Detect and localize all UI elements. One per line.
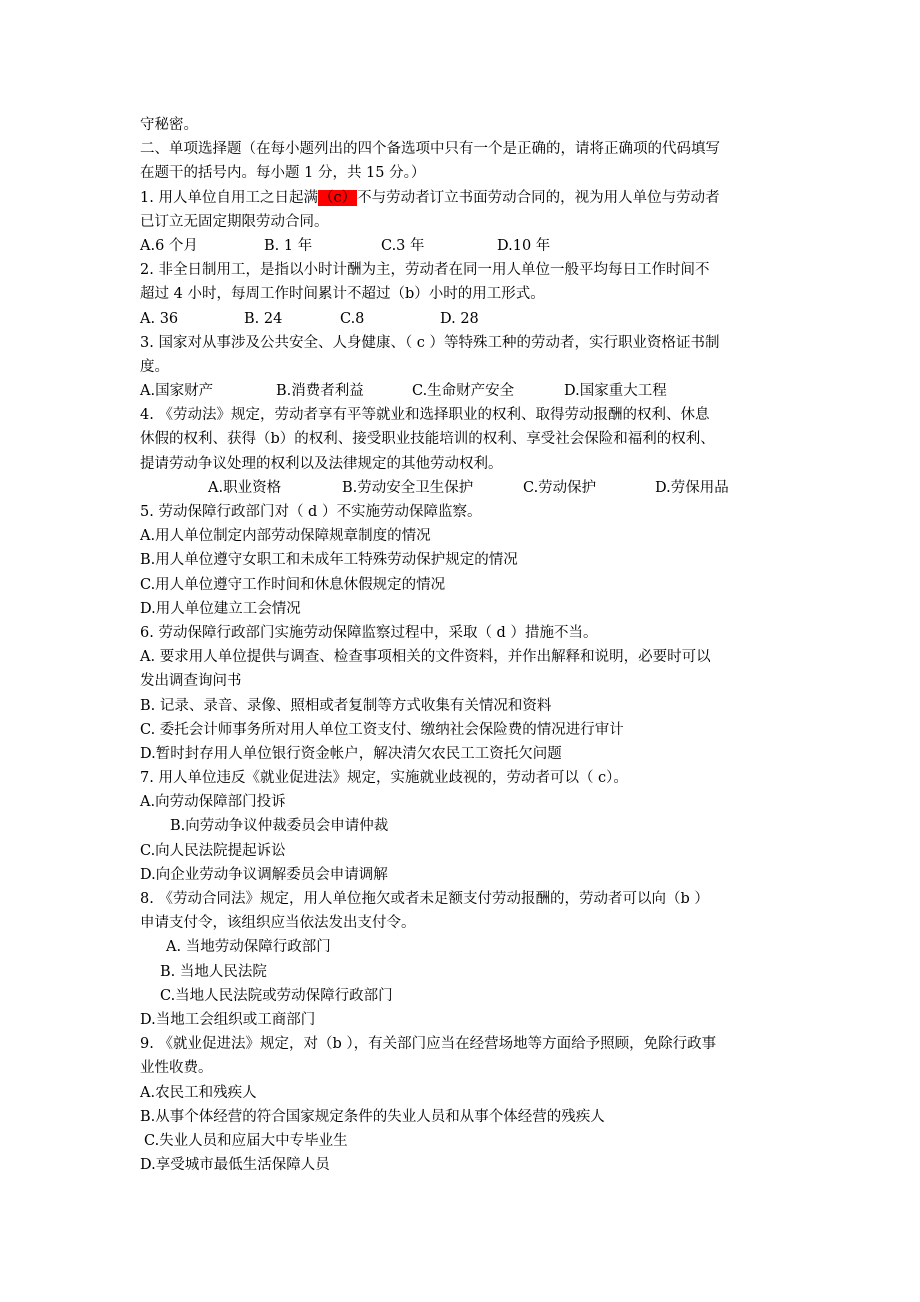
question-2-stem: 2. 非全日制用工，是指以小时计酬为主，劳动者在同一用人单位一般平均每日工作时间不 [140,262,710,279]
option-a: A.职业资格 [208,479,282,496]
option-a: A.农民工和残疾人 [140,1084,257,1101]
option-a: A.用人单位制定内部劳动保障规章制度的情况 [140,528,431,545]
option-a: A. 要求用人单位提供与调查、检查事项相关的文件资料，并作出解释和说明，必要时可以 [140,649,711,666]
section-heading-line2: 在题干的括号内。每小题 1 分，共 15 分。） [140,165,426,182]
question-7-stem: 7. 用人单位违反《就业促进法》规定，实施就业歧视的，劳动者可以（ c）。 [140,770,628,787]
option-b: B.消费者利益 [276,383,364,400]
document-body [140,113,790,1177]
option-b: B.向劳动争议仲裁委员会申请仲裁 [170,818,389,835]
option-d: D.当地工会组织或工商部门 [140,1011,316,1028]
option-d: D.暂时封存用人单位银行资金帐户，解决清欠农民工工资托欠问题 [140,745,562,762]
option-a: A.国家财产 [140,383,214,400]
option-b: B.劳动安全卫生保护 [342,479,474,496]
option-a-line2: 发出调查询问书 [140,673,242,690]
option-c: C.当地人民法院或劳动保障行政部门 [160,987,393,1004]
question-1-post: 不与劳动者订立书面劳动合同的，视为用人单位与劳动者 [357,189,720,206]
section-heading-line1: 二、单项选择题（在每小题列出的四个备选项中只有一个是正确的，请将正确项的代码填写 [140,141,720,158]
option-d: D. 28 [440,310,479,327]
option-b: B.用人单位遵守女职工和未成年工特殊劳动保护规定的情况 [140,552,518,569]
option-a: A. 36 [140,310,179,327]
option-c: C.劳动保护 [523,479,597,496]
option-c: C. 委托会计师事务所对用人单位工资支付、缴纳社会保险费的情况进行审计 [140,721,624,738]
question-4-stem-line2: 休假的权利、获得（b）的权利、接受职业技能培训的权利、享受社会保险和福利的权利、 [140,431,715,448]
option-c: C.生命财产安全 [412,383,515,400]
question-3-stem-line2: 度。 [140,358,169,375]
question-6-stem: 6. 劳动保障行政部门实施劳动保障监察过程中，采取（ d ）措施不当。 [140,624,598,641]
option-d: D.享受城市最低生活保障人员 [140,1157,330,1174]
option-a: A.向劳动保障部门投诉 [140,794,286,811]
question-9-stem-line2: 业性收费。 [140,1060,213,1077]
option-b: B. 24 [244,310,283,327]
question-4-stem-line3: 提请劳动争议处理的权利以及法律规定的其他劳动权利。 [140,455,503,472]
option-b: B.从事个体经营的符合国家规定条件的失业人员和从事个体经营的残疾人 [140,1108,605,1125]
option-d: D.10 年 [497,237,551,254]
question-1-stem [140,186,790,210]
question-8-stem-line2: 申请支付令，该组织应当依法发出支付令。 [140,915,416,932]
intro-tail: 守秘密。 [140,117,198,133]
answer-highlight: （c） [318,189,357,206]
option-d: D.向企业劳动争议调解委员会申请调解 [140,866,388,883]
question-2-options [140,307,790,331]
question-2-stem-line2: 超过 4 小时，每周工作时间累计不超过（b）小时的用工形式。 [140,286,545,303]
question-1-options [140,234,790,258]
option-b: B. 记录、录音、录像、照相或者复制等方式收集有关情况和资料 [140,697,552,714]
option-c: C.失业人员和应届大中专毕业生 [144,1132,348,1149]
option-c: C.用人单位遵守工作时间和休息休假规定的情况 [140,576,446,593]
option-c: C.向人民法院提起诉讼 [140,842,286,859]
question-4-stem: 4. 《劳动法》规定，劳动者享有平等就业和选择职业的权利、取得劳动报酬的权利、休息 [140,407,710,424]
option-d: D.国家重大工程 [564,383,667,400]
question-5-stem: 5. 劳动保障行政部门对（ d ）不实施劳动保障监察。 [140,504,482,520]
option-c: C.8 [340,310,365,327]
option-b: B. 1 年 [264,237,313,254]
option-b: B. 当地人民法院 [160,963,267,980]
option-a: A.6 个月 [140,237,198,254]
question-9-stem: 9. 《就业促进法》规定，对（b ），有关部门应当在经营场地等方面给予照顾，免除行政事 [140,1036,717,1053]
question-3-options [140,379,790,403]
question-1-pre: 1. 用人单位自用工之日起满 [140,189,318,206]
question-1-stem-line2: 已订立无固定期限劳动合同。 [140,213,329,230]
option-c: C.3 年 [381,237,425,254]
option-d: D.劳保用品 [655,479,729,496]
question-3-stem: 3. 国家对从事涉及公共安全、人身健康、（ c ）等特殊工种的劳动者，实行职业资格证书制 [140,334,720,351]
question-4-options [140,476,790,500]
option-a: A. 当地劳动保障行政部门 [166,939,331,956]
question-8-stem: 8. 《劳动合同法》规定，用人单位拖欠或者未足额支付劳动报酬的，劳动者可以向（b ） [140,891,709,907]
option-d: D.用人单位建立工会情况 [140,600,301,617]
